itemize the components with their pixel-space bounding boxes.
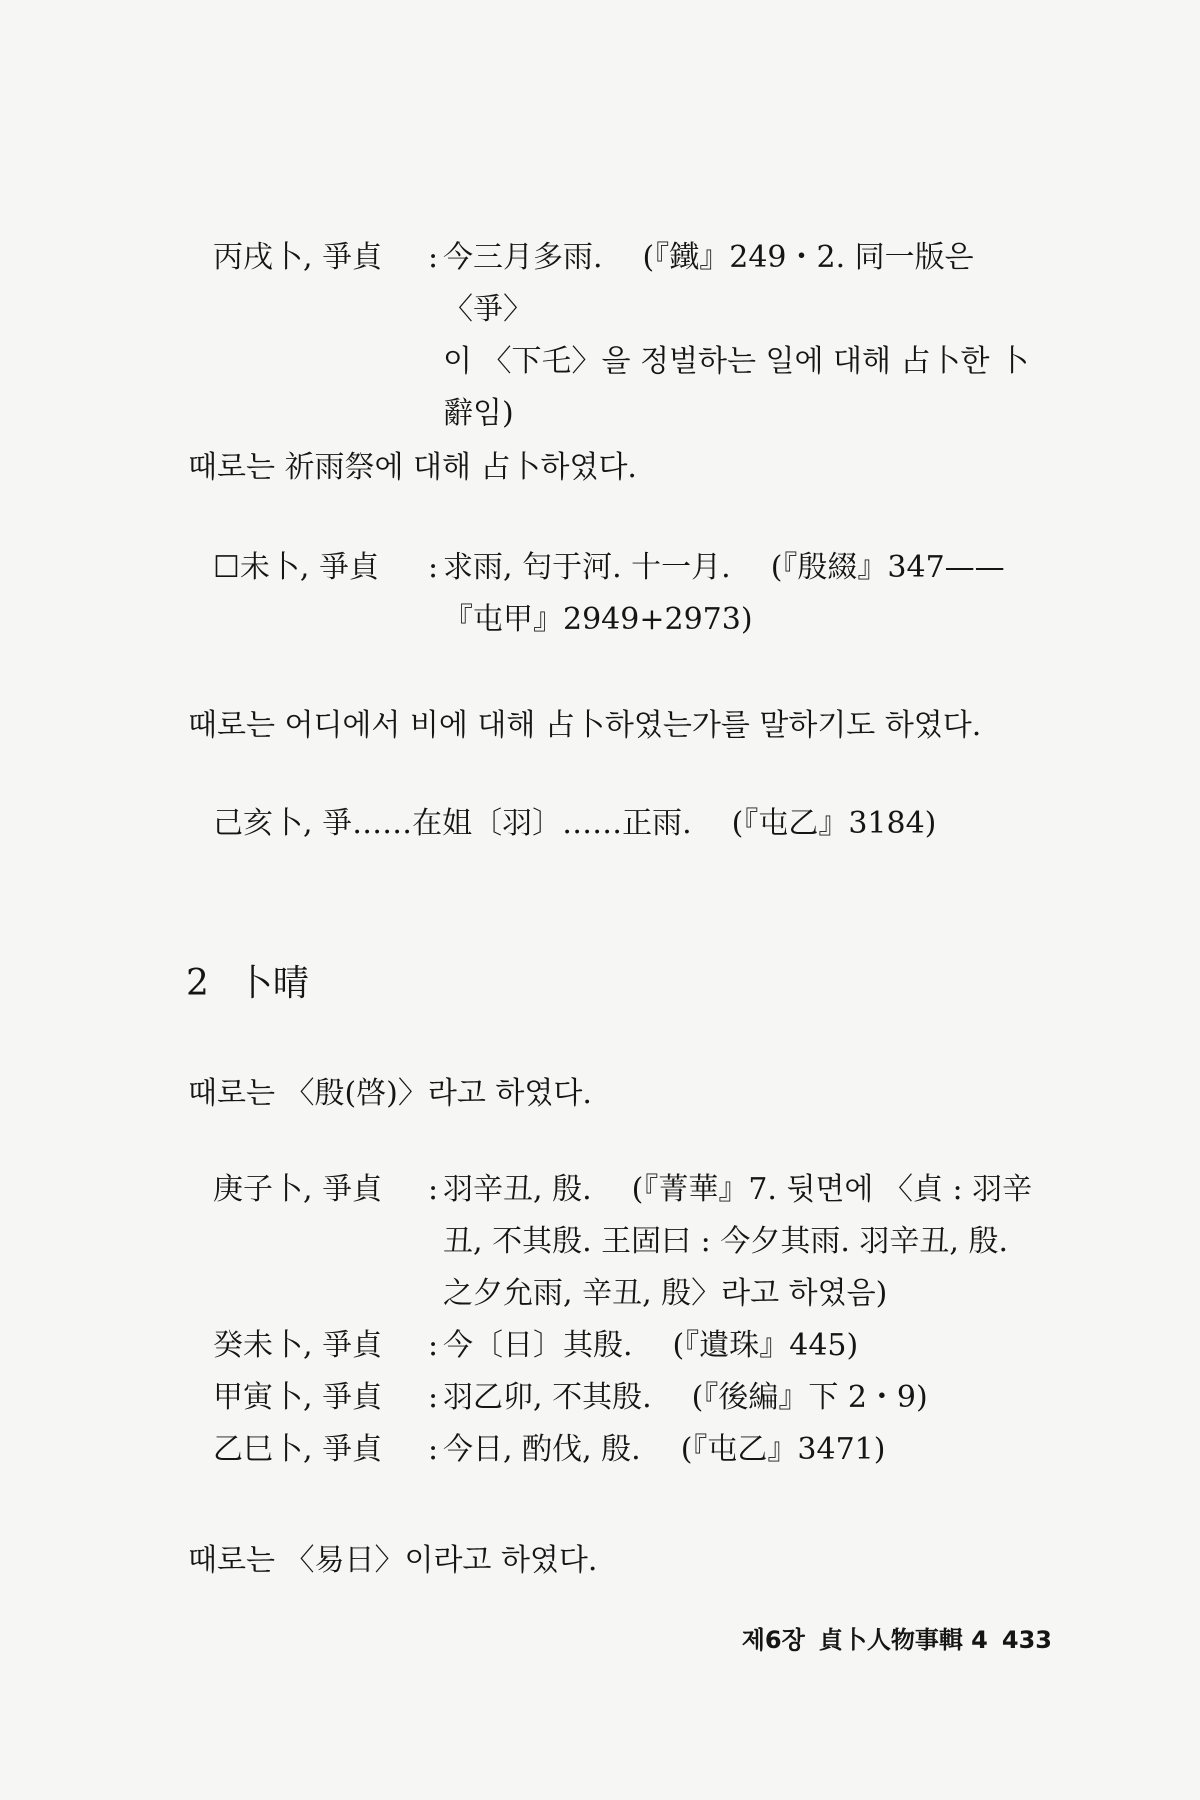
inscription-text: 羽乙卯, 不其殷. (『後編』下 2・9) — [443, 1380, 928, 1415]
inscription-entry — [213, 232, 1053, 440]
prose-paragraph: 때로는 〈殷(啓)〉라고 하였다. — [188, 1076, 592, 1111]
source-citation: (『後編』下 2・9) — [691, 1380, 928, 1415]
source-citation-continued: 之夕允雨, 辛丑, 殷〉라고 하였음) — [443, 1276, 888, 1311]
source-citation: (『殷綴』347—— — [770, 550, 1005, 585]
diviner-label: 己亥卜, 爭 — [213, 806, 353, 841]
chapter-label: 제6장 — [741, 1626, 805, 1654]
diviner-label: 庚子卜, 爭貞 — [213, 1172, 383, 1207]
colon: : — [427, 550, 439, 585]
section-heading — [186, 955, 309, 1006]
inscription-entry — [213, 1164, 1053, 1476]
prose-paragraph: 때로는 祈雨祭에 대해 占卜하였다. — [188, 450, 637, 485]
inscription-text: 求雨, 匄于河. 十一月. (『殷綴』347—— — [443, 550, 1005, 585]
source-citation: (『屯乙』3471) — [680, 1432, 886, 1467]
diviner-label: ☐未卜, 爭貞 — [213, 550, 379, 585]
inscription-text: 羽辛丑, 殷. (『菁華』7. 뒷면에 〈貞 : 羽辛 — [443, 1172, 1033, 1207]
section-number: 2 — [186, 963, 209, 1004]
inscription-text: 今三月多雨. (『鐵』249・2. 同一版은 〈爭〉 — [443, 240, 974, 327]
source-citation: (『鐵』249・2. 同一版은 〈爭〉 — [443, 240, 974, 327]
diviner-label: 癸未卜, 爭貞 — [213, 1328, 383, 1363]
diviner-label: 甲寅卜, 爭貞 — [213, 1380, 383, 1415]
inscription-text: ……在姐〔羽〕……正雨. (『屯乙』3184) — [352, 806, 937, 841]
page-number: 433 — [1001, 1626, 1052, 1654]
colon: : — [427, 1172, 439, 1207]
running-title: 貞卜人物事輯 4 — [818, 1626, 988, 1654]
inscription-text: 今日, 酌伐, 殷. (『屯乙』3471) — [443, 1432, 886, 1467]
source-citation: (『菁華』7. 뒷면에 〈貞 : 羽辛 — [631, 1172, 1033, 1207]
colon: : — [427, 1328, 439, 1363]
source-citation: (『屯乙』3184) — [731, 806, 937, 841]
colon: : — [427, 240, 439, 275]
section-title: 卜晴 — [236, 963, 309, 1004]
colon: : — [427, 1380, 439, 1415]
prose-paragraph: 때로는 〈易日〉이라고 하였다. — [188, 1543, 598, 1578]
prose-paragraph: 때로는 어디에서 비에 대해 占卜하였는가를 말하기도 하였다. — [188, 708, 982, 743]
source-citation-continued: 이 〈下乇〉을 정벌하는 일에 대해 占卜한 卜 — [443, 344, 1029, 379]
source-citation-continued: 辭임) — [443, 396, 514, 431]
colon: : — [427, 1432, 439, 1467]
page-footer — [728, 1620, 1052, 1655]
source-citation-continued: 丑, 不其殷. 王固曰 : 今夕其雨. 羽辛丑, 殷. — [443, 1224, 1009, 1259]
inscription-text: 今〔日〕其殷. (『遺珠』445) — [443, 1328, 859, 1363]
inscription-entry — [213, 798, 1053, 850]
diviner-label: 乙巳卜, 爭貞 — [213, 1432, 383, 1467]
source-citation: (『遺珠』445) — [672, 1328, 859, 1363]
diviner-label: 丙戌卜, 爭貞 — [213, 240, 383, 275]
inscription-entry — [213, 542, 1053, 646]
source-citation-continued: 『屯甲』2949+2973) — [443, 602, 753, 637]
